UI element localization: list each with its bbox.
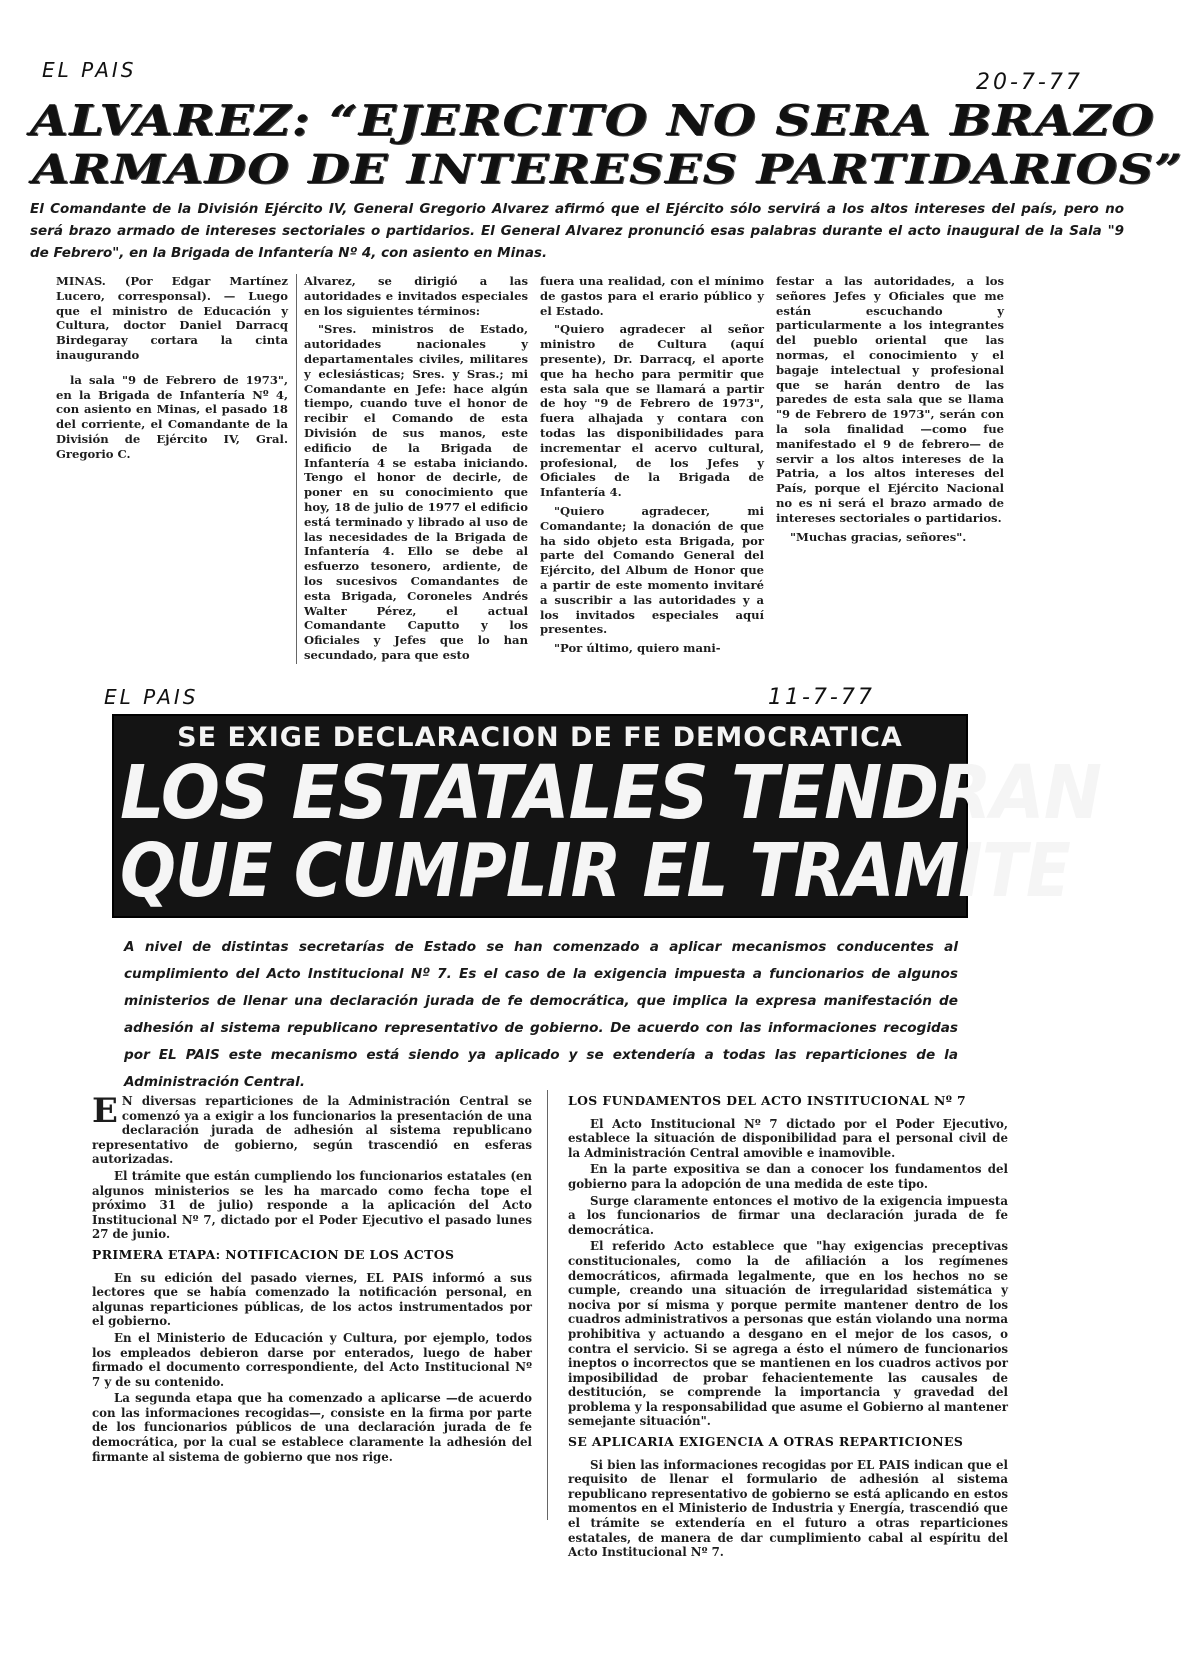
clip1-col4-para: festar a las autoridades, a los señores Jefes y Oficiales que me están escuchando y particularmente a los integrantes del pueblo oriental que las normas, el conocimiento y el bagaje intelectual y profesional que se harán dentro de las paredes de esta sala que se llama "9 de Febrero de 1973", serán con la sola finalidad —como fue manifestado el 9 de febrero— de servir a los altos intereses de la Patria, a los altos intereses del País, porque el Ejército Nacional no es ni será el brazo armado de intereses sectoriales o partidarios. xyxy=(776,274,1004,525)
clip2-right-para: El referido Acto establece que "hay exigencias preceptivas constitucionales, como la de afiliación a los regímenes democráticos, afirmada legalmente, que en los hechos no se cumple, creando una situación de irregularidad sistemática y nociva por sí misma y porque permite mantener dentro de los cuadros administrativos a personas que están violando una norma prohibitiva y actuando a desgano en el mejor de los casos, o contra el servicio. Si se agrega a ésto el número de funcionarios ineptos o incorrectos que se mantienen en los cuadros activos por imposibilidad de probar fehacientemente las causales de destitución, se comprende la importancia y gravedad del problema y la responsabilidad que asume el Gobierno al mantener semejante situación". xyxy=(568,1239,1008,1429)
clip2-right-para: El Acto Institucional Nº 7 dictado por el Poder Ejecutivo, establece la situación de disponibilidad para el personal civil de la Administración Central amovible e inamovible. xyxy=(568,1116,1008,1160)
clip2-headline-line1: LOS ESTATALES TENDRAN xyxy=(120,750,1101,836)
clip1-headline-line2: ARMADO DE INTERESES PARTIDARIOS” xyxy=(32,146,1184,193)
clip2-subhead-fundamentos: LOS FUNDAMENTOS DEL ACTO INSTITUCIONAL Nº 7 xyxy=(568,1093,967,1108)
clip2-right-para: Surge claramente entonces el motivo de la exigencia impuesta a los funcionarios de firmar una declaración jurada de fe democrática. xyxy=(568,1193,1008,1237)
clip1-col1-para: la sala "9 de Febrero de 1973", en la Brigada de Infantería Nº 4, con asiento en Minas, el pasado 18 del corriente, el Comandante de la División de Ejército IV, Gral. Gregorio C. xyxy=(56,372,288,461)
clip2-headline-line2: QUE CUMPLIR EL TRAMITE xyxy=(120,828,1070,914)
clip2-lede: A nivel de distintas secretarías de Estado se han comenzado a aplicar mecanismos conducentes al cumplimiento del Acto Institucional Nº 7. Es el caso de la exigencia impuesta a funcionarios de algunos ministerios de llenar una declaración jurada de fe democrática, que implica la expresa manifestación de adhesión al sistema republicano representativo de gobierno. De acuerdo con las informaciones recogidas por EL PAIS este mecanismo está siendo ya aplicado y se extendería a todas las reparticiones de la Administración Central. xyxy=(124,939,958,1090)
clip2-left-column xyxy=(92,1091,532,1466)
clip2-left-para-first xyxy=(92,1091,532,1167)
clip1-source-handwritten: EL PAIS xyxy=(42,58,137,82)
clip2-kicker: SE EXIGE DECLARACION DE FE DEMOCRATICA xyxy=(177,722,903,753)
clip2-headline-box xyxy=(112,714,1101,918)
clip1-col3-para: "Quiero agradecer al señor ministro de Cultura (aquí presente), Dr. Darracq, el aporte que ha hecho para permitir que esta sala que se llamará a partir de hoy "9 de Febrero de 1973", fuera alhajada y contara con todas las disponibilidades para incrementar el acervo cultural, profesional, de los Jefes y Oficiales de la Brigada de Infantería 4. xyxy=(540,322,764,500)
column-divider xyxy=(296,274,297,664)
clip2-date-handwritten: 11-7-77 xyxy=(768,685,875,710)
clip1-col2-para: "Sres. ministros de Estado, autoridades nacionales y departamentales civiles, militares y eclesiásticas; Sres. y Sras.; mi Comandante en Jefe: hace algún tiempo, cuando tuve el honor de recibir el Comando de esta División de sus manos, este edificio de la Brigada de Infantería 4 se estaba iniciando. Tengo el honor de decirle, de poner en su conocimiento que hoy, 18 de julio de 1977 el edificio está terminado y librado al uso de las necesidades de la Brigada de Infantería 4. Ello se debe al esfuerzo tesonero, ardiente, de los sucesivos Comandantes de esta Brigada, Coroneles Andrés Walter Pérez, el actual Comandante Caputto y los Oficiales y Jefes que lo han secundado, para que esto xyxy=(304,322,528,662)
clip2-right-para: Si bien las informaciones recogidas por EL PAIS indican que el requisito de llenar el formulario de adhesión al sistema republicano representativo de gobierno se está aplicando en estos momentos en el Ministerio de Industria y Energía, trascendió que el trámite se extendería en el futuro a otras reparticiones estatales, de manera de dar cumplimiento cabal al espíritu del Acto Institucional Nº 7. xyxy=(568,1457,1008,1560)
clip1-col3-para: fuera una realidad, con el mínimo de gastos para el erario público y el Estado. xyxy=(540,274,764,318)
drop-cap: E xyxy=(92,1091,118,1131)
clip1-headline-line1: ALVAREZ: “EJERCITO NO SERA BRAZO xyxy=(30,96,1156,145)
clip2-left-para: En su edición del pasado viernes, EL PAIS informó a sus lectores que se había comenzado la notificación personal, en algunas reparticiones públicas, de los actos instrumentados por el gobierno. xyxy=(92,1270,532,1329)
clip1-column-4 xyxy=(776,274,1004,548)
clip2-source-handwritten: EL PAIS xyxy=(104,685,199,709)
clip1-lede: El Comandante de la División Ejército IV, General Gregorio Alvarez afirmó que el Ejército sólo servirá a los altos intereses del país, pero no será brazo armado de intereses sectoriales o partidarios. El General Alvarez pronunció esas palabras durante el acto inaugural de la Sala "9 de Febrero", en la Brigada de Infantería Nº 4, con asiento en Minas. xyxy=(30,201,1124,261)
clip2-left-para: La segunda etapa que ha comenzado a aplicarse —de acuerdo con las informaciones recogidas—, consiste en la firma por parte de los funcionarios públicos de una declaración jurada de fe democrática, por la cual se establece claramente la adhesión del firmante al sistema de gobierno que nos rige. xyxy=(92,1391,532,1464)
clip1-col1-para: MINAS. (Por Edgar Martínez Lucero, corresponsal). — Luego que el ministro de Educación y Cultura, doctor Daniel Darracq Birdegaray cortara la cinta inaugurando xyxy=(56,274,288,362)
clip2-left-para: El trámite que están cumpliendo los funcionarios estatales (en algunos ministerios se les ha marcado como fecha tope el próximo 31 de julio) responde a la aplicación del Acto Institucional Nº 7, dictado por el Poder Ejecutivo el pasado lunes 27 de junio. xyxy=(92,1168,532,1242)
clip2-left-para: En el Ministerio de Educación y Cultura, por ejemplo, todos los empleados debieron darse por enterados, luego de haber firmado el documento correspondiente, del Acto Institucional Nº 7 y de su contenido. xyxy=(92,1330,532,1389)
clip2-subhead-otras-reparticiones: SE APLICARIA EXIGENCIA A OTRAS REPARTICIONES xyxy=(568,1434,964,1450)
clip1-column-3 xyxy=(540,274,764,660)
clip1-col2-para: Alvarez, se dirigió a las autoridades e invitados especiales en los siguientes términos: xyxy=(304,274,528,318)
clip1-column-2 xyxy=(304,274,528,667)
clip1-col3-para: "Quiero agradecer, mi Comandante; la donación de que ha sido objeto esta Brigada, por parte del Comando General del Ejército, del Album de Honor que a partir de este momento invitaré a suscribir a las autoridades y a los invitados especiales aquí presentes. xyxy=(540,503,764,637)
clip1-column-1 xyxy=(56,274,288,466)
clip1-col3-para: "Por último, quiero mani- xyxy=(554,641,721,656)
clip2-right-para: En la parte expositiva se dan a conocer los fundamentos del gobierno para la adopción de una medida de este tipo. xyxy=(568,1162,1008,1191)
clip1-col4-para: "Muchas gracias, señores". xyxy=(790,529,967,544)
clip2-subhead-primera-etapa: PRIMERA ETAPA: NOTIFICACION DE LOS ACTOS xyxy=(92,1246,455,1262)
clip2-left-para-text: N diversas reparticiones de la Administración Central se comenzó ya a exigir a los funcionarios la presentación de una declaración jurada de adhesión al sistema republicano representativo de gobierno, según trascendió en esferas autorizadas. xyxy=(92,1094,532,1167)
clip2-right-column xyxy=(568,1094,1008,1562)
column-divider xyxy=(547,1090,548,1520)
clip1-date-handwritten: 20-7-77 xyxy=(976,70,1083,95)
